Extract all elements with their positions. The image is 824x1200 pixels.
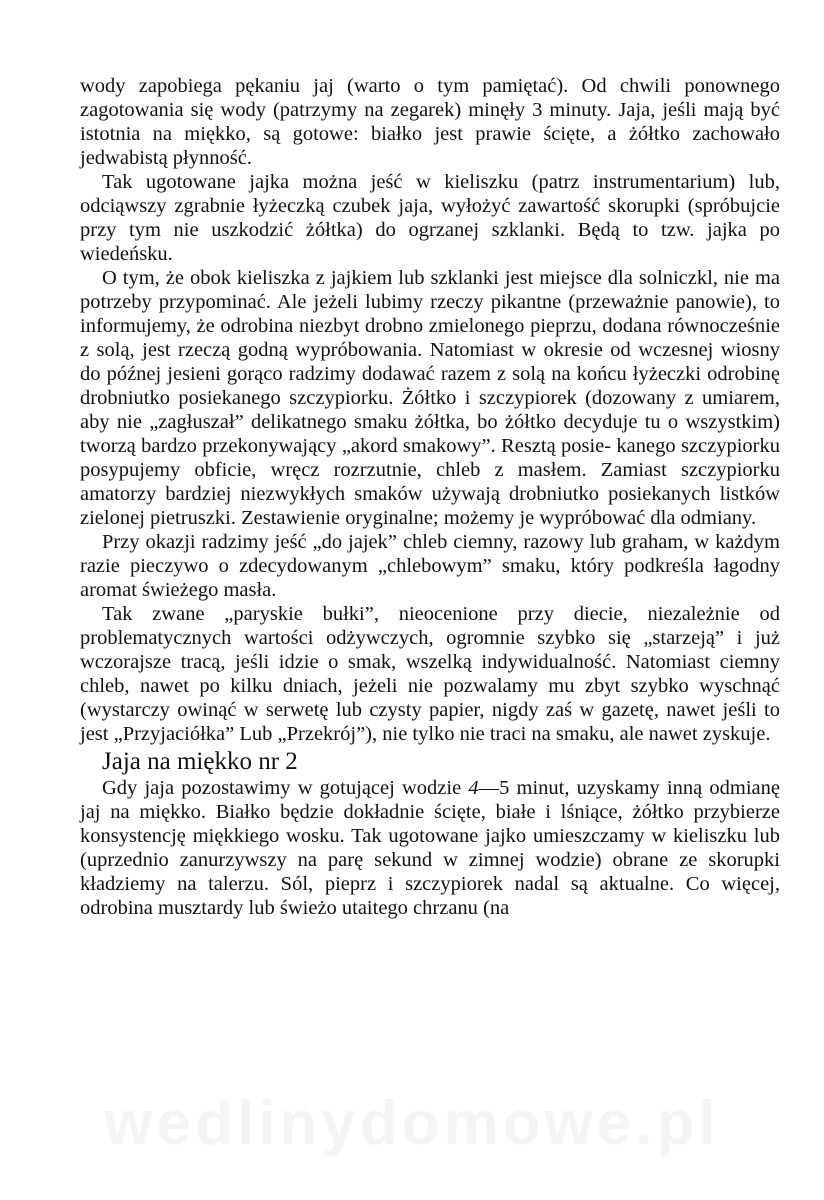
paragraph-text-start: Gdy jaja pozostawimy w gotującej wodzie: [102, 777, 469, 799]
paragraph: Tak zwane „paryskie bułki”, nieocenione przy diecie, niezależnie od problematycznych wartości odżywczych, ogromnie szybko się „starzeją” i już wczorajsze tracą, jeśli idzie o smak, wszelką indywidualność. Natomiast ciemny chleb, nawet po kilku dniach, jeżeli nie pozwalamy mu zbyt szybko wyschnąć (wystarczy owinąć w serwetę lub czysty papier, nigdy zaś w gazetę, nawet jeśli to jest „Przyjaciółka” Lub „Przekrój”), nie tylko nie traci na smaku, ale nawet zyskuje.: [80, 603, 780, 745]
paragraph: [80, 776, 780, 920]
paragraph: O tym, że obok kieliszka z jajkiem lub szklanki jest miejsce dla solniczkl, nie ma potrzeby przypominać. Ale jeżeli lubimy rzeczy pikantne (przeważnie panowie), to informujemy, że odrobina niezbyt drobno zmielonego pieprzu, dodana równocześnie z solą, jest rzeczą godną wypróbowania. Natomiast w okresie od wczesnej wiosny do późnej jesieni gorąco radzimy dodawać razem z solą na końcu łyżeczki odrobinę drobniutko posiekanego szczypiorku. Żółtko i szczypiorek (dozowany z umiarem, aby nie „zagłuszał” delikatnego smaku żółtka, bo żółtko decyduje tu o wszystkim) tworzą bardzo przekonywający „akord smakowy”. Resztą posie- kanego szczypiorku posypujemy obficie, wręcz rozrzutnie, chleb z masłem. Zamiast szczypiorku amatorzy bardziej niezwykłych smaków używają drobniutko posiekanych listków zielonej pietruszki. Zestawienie oryginalne; możemy je wypróbować dla odmiany.: [80, 267, 780, 529]
section-heading: Jaja na miękko nr 2: [102, 748, 298, 775]
watermark: wedlinydomowe.pl: [104, 1089, 720, 1158]
paragraph: Tak ugotowane jajka można jeść w kieliszku (patrz instrumentarium) lub, odciąwszy zgrabnie łyżeczką czubek jaja, wyłożyć zawartość skorupki (spróbujcie przy tym nie uszkodzić żółtka) do ogrzanej szklanki. Będą to tzw. jajka po wiedeńsku.: [80, 171, 780, 265]
paragraph-text-italic: 4: [468, 777, 479, 799]
paragraph: Przy okazji radzimy jeść „do jajek” chleb ciemny, razowy lub graham, w każdym razie pieczywo o zdecydowanym „chlebowym” smaku, który podkreśla łagodny aromat świeżego masła.: [80, 531, 780, 601]
paragraph-text-end: —5 minut, uzyskamy inną odmianę jaj na miękko. Białko będzie dokładnie ścięte, białe i lśniące, żółtko przybierze konsystencję miękkiego wosku. Tak ugotowane jajko umieszczamy w kieliszku lub (uprzednio zanurzywszy na parę sekund w zimnej wodzie) obrane ze skorupki kładziemy na talerzu. Sól, pieprz i szczypiorek nadal są aktualne. Co więcej, odrobina musztardy lub świeżo utaitego chrzanu (na: [80, 777, 780, 919]
paragraph: wody zapobiega pękaniu jaj (warto o tym pamiętać). Od chwili ponownego zagotowania się wody (patrzymy na zegarek) minęły 3 minuty. Jaja, jeśli mają być istotnia na miękko, są gotowe: białko jest prawie ścięte, a żółtko zachowało jedwabistą płynność.: [80, 75, 780, 169]
document-page: [80, 74, 780, 920]
